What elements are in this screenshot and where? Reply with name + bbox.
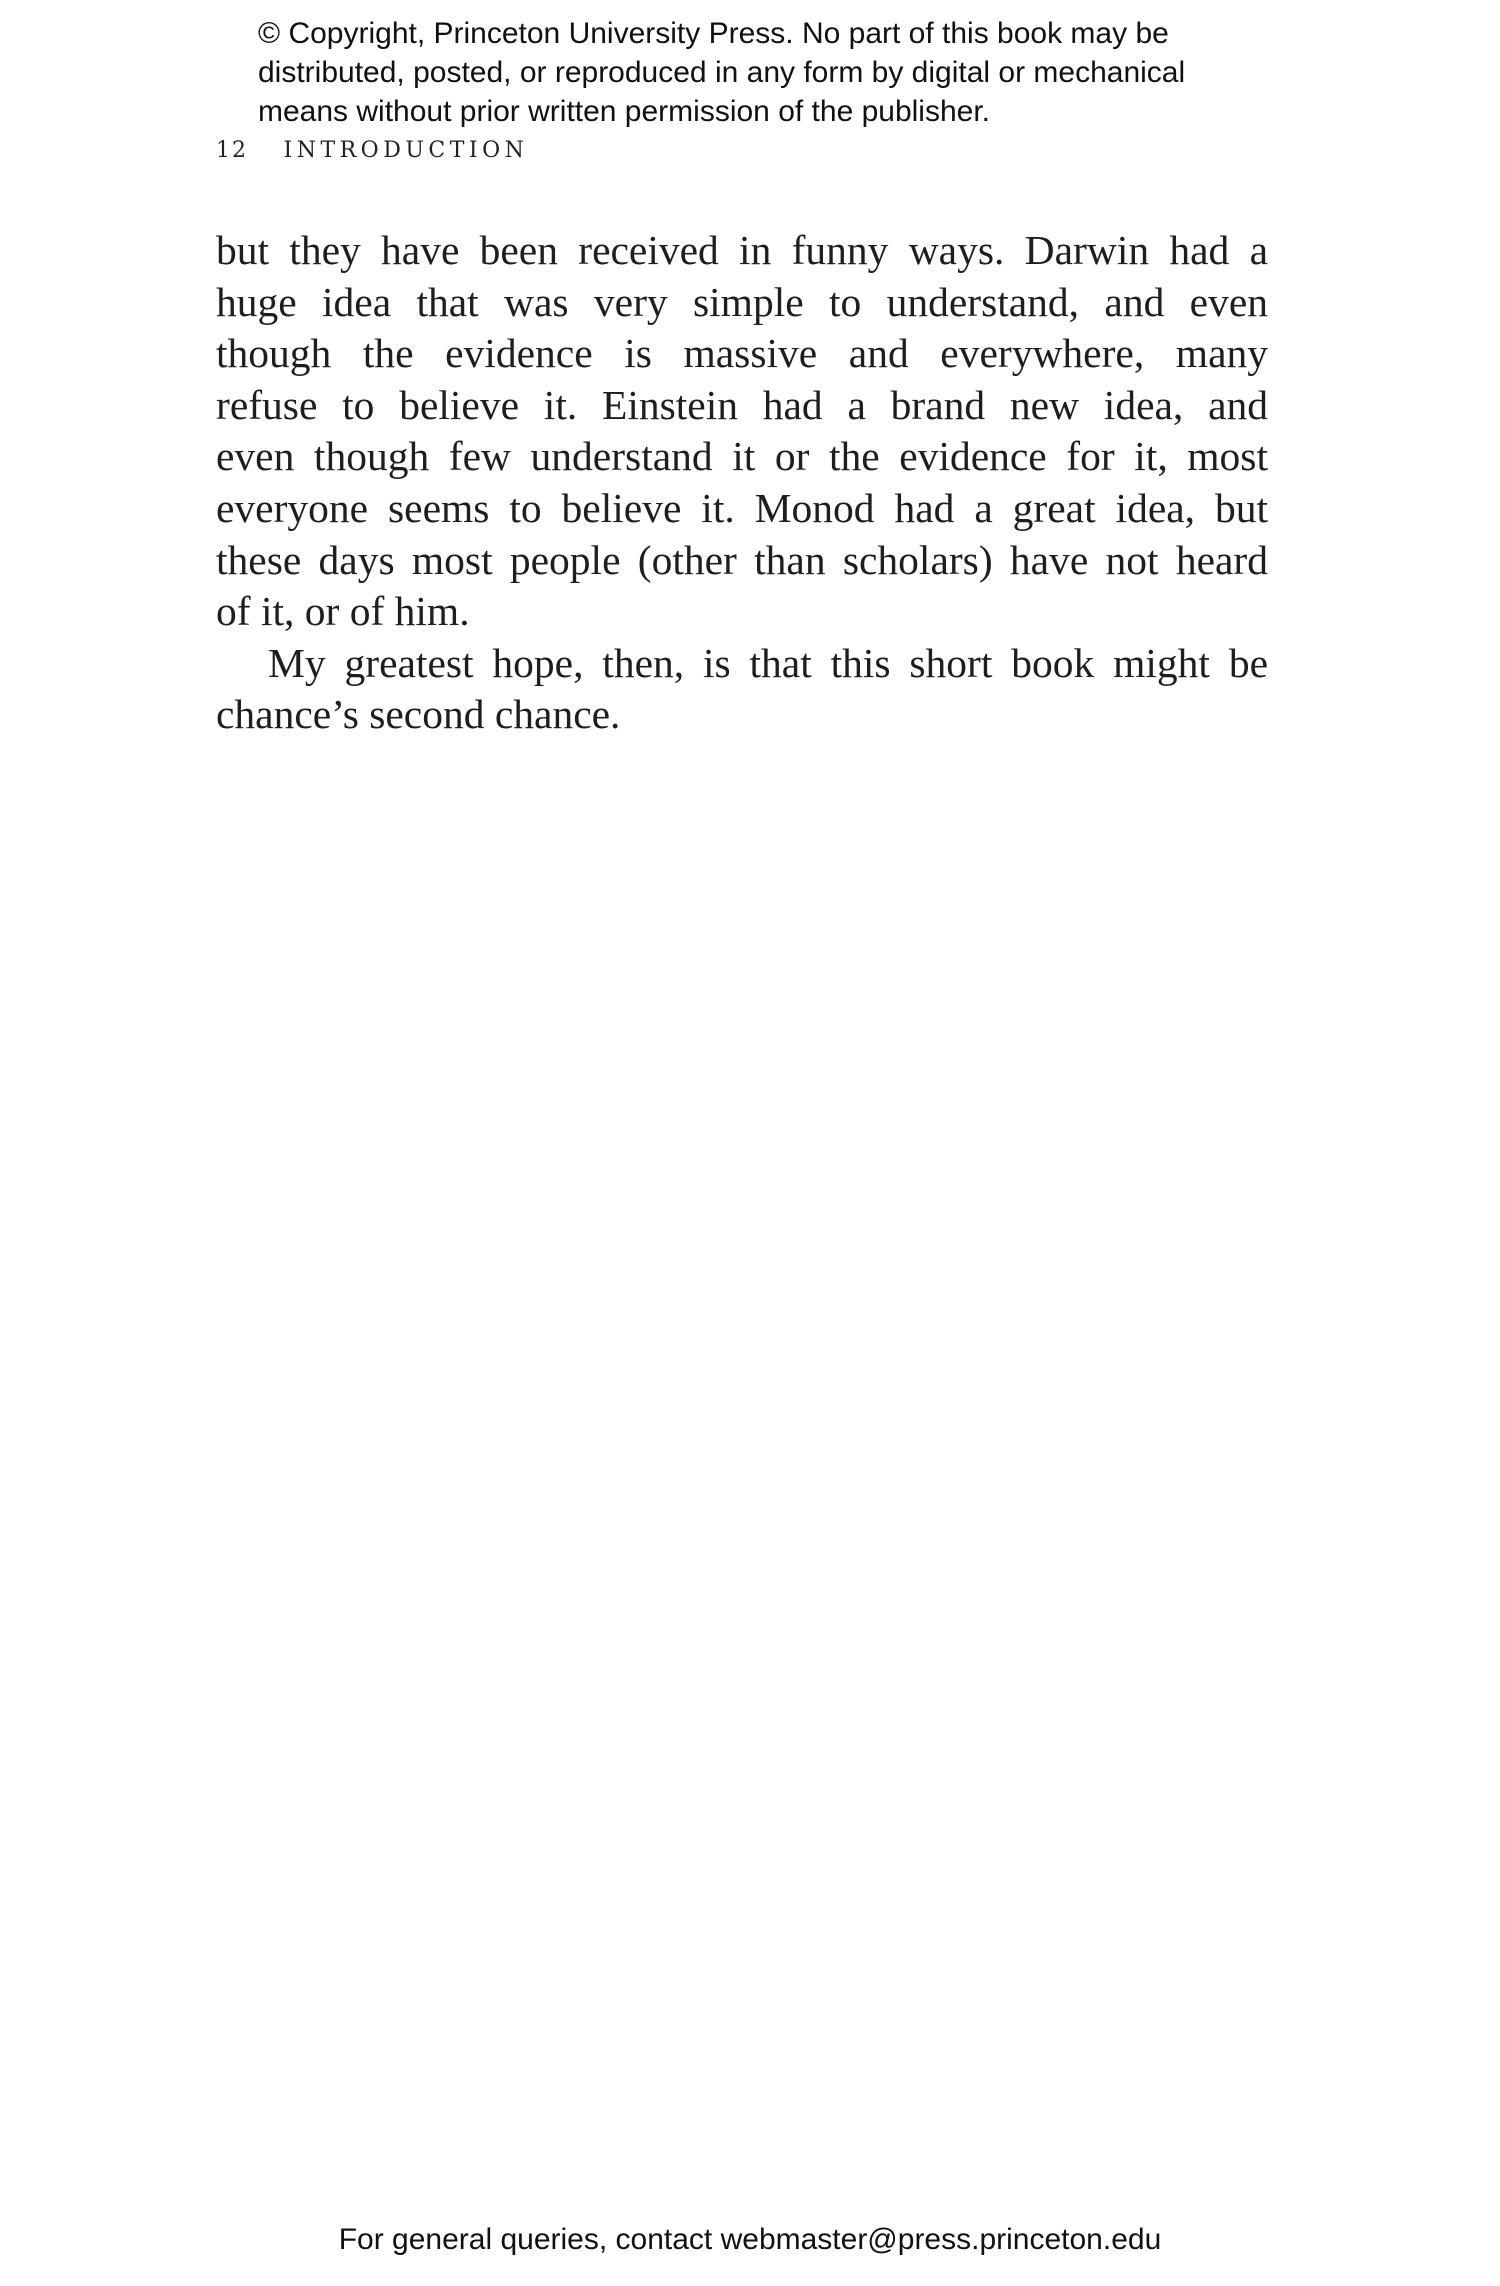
text-line: refuse to believe it. Einstein had a brand new idea, and (216, 381, 1268, 428)
paragraph (216, 225, 1268, 638)
footer-contact: For general queries, contact webmaster@press.princeton.edu (338, 2223, 1162, 2256)
text-line: chance’s second chance. (216, 691, 621, 738)
paragraph (216, 638, 1268, 741)
text-line: though the evidence is massive and everywhere, many (216, 330, 1268, 377)
text-line: these days most people (other than scholars) have not heard (216, 536, 1268, 583)
text-line: of it, or of him. (216, 588, 470, 635)
text-line: even though few understand it or the evidence for it, most (216, 433, 1268, 480)
text-line: huge idea that was very simple to understand, and even (216, 278, 1268, 325)
copyright-line: © Copyright, Princeton University Press. No part of this book may be (258, 17, 1169, 50)
copyright-notice (258, 14, 1358, 131)
body-text (216, 225, 1268, 741)
section-title: INTRODUCTION (283, 138, 529, 163)
page-number: 12 (216, 138, 248, 163)
text-line: My greatest hope, then, is that this short book might be (268, 639, 1268, 686)
text-line: everyone seems to believe it. Monod had a great idea, but (216, 484, 1268, 531)
copyright-line: distributed, posted, or reproduced in any form by digital or mechanical (258, 56, 1186, 89)
text-line: but they have been received in funny ways. Darwin had a (216, 227, 1268, 273)
running-head (216, 138, 528, 163)
copyright-line: means without prior written permission of the publisher. (258, 95, 991, 128)
